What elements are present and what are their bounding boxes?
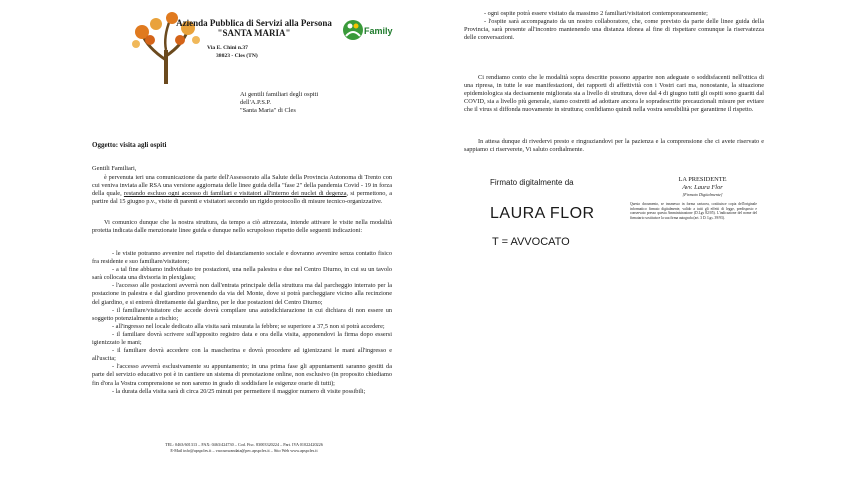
address-line-2: 38023 - Cles (TN): [216, 53, 258, 59]
list-item: - all'ingresso nel locale dedicato alla visita sarà misurata la febbre; se superiore a 37,5 non si potrà accedere;: [112, 322, 385, 330]
footer-web: E-Mail info@apspcles.it – vaccunwandata@pec.apspcles.it – Sito Web www.apspcles.it: [170, 448, 318, 453]
letter-page-1: [60, 0, 400, 478]
intro-text-underlined: restando escluso ogni accesso di familiari e visitatori all'interno dei nuclei di degenza: [123, 190, 347, 198]
footer-contacts: TEL: 0463/601313 – FAX: 0463/424730 – Cod. Fisc. 83003320224 – Part. IVA 01022420226: [165, 442, 323, 447]
recipient-line: Ai gentili familiari degli ospiti: [240, 91, 319, 98]
family-logo-text: Family: [364, 26, 393, 36]
signature-name: LAURA FLOR: [490, 205, 595, 222]
signature-label: Firmato digitalmente da: [490, 178, 574, 187]
president-name: Avv. Laura Flor: [682, 184, 723, 191]
letter-page-2: [450, 0, 780, 478]
list-item: - ogni ospite potrà essere visitato da massimo 2 familiari/visitatori contemporaneamente;: [484, 10, 708, 17]
list-item: - l'accesso alle postazioni avverrà non dall'entrata principale della struttura ma dal parcheggio interrato per la postazione in palestra e dal giardino provenendo da via del Monte, dove si potrà parcheggiare vicino alla recinzione del giardino, e si entrerà direttamente dal giardino, per le due postazioni del Centro Diurno;: [92, 282, 392, 306]
family-logo: [342, 18, 392, 44]
recipient-block: [240, 91, 390, 115]
list-item: - il familiare dovrà accedere con la mascherina e dovrà procedere ad igienizzarsi le mani all'ingresso e all'uscita;: [92, 347, 392, 363]
org-subtitle: "SANTA MARIA": [217, 28, 291, 38]
list-item: - l'accesso avverrà esclusivamente su appuntamento; in una prima fase gli appuntamenti saranno gestiti da parte del servizio educativo poi è in cantiere un sistema di prenotazione online, non esclusivo (in proposito chiediamo fin d'ora la Vostra comprensione se non saremo in grado di soddisfare le esigenze orarie di tutti);: [92, 363, 392, 387]
digital-signature-stamp: [486, 178, 624, 252]
president-signed-note: [Firmato Digitalmente]: [682, 192, 723, 197]
signature-role: T = AVVOCATO: [492, 236, 570, 248]
conditions-list: [92, 250, 392, 396]
letter-footer: [124, 442, 364, 454]
recipient-line: "Santa Maria" di Cles: [240, 107, 296, 114]
list-item: - il familiare dovrà scrivere sull'apposito registro data e ora della visita, apponendovi la firma dopo essersi igienizzato le mani;: [92, 330, 392, 347]
body-paragraph: Vi comunico dunque che la nostra struttura, da tempo a ciò attrezzata, intende attivare le visite nella modalità protetta indicata dalle menzionate linee guida e dunque nello scrupoloso rispetto delle seguenti indicazioni:: [92, 219, 392, 235]
president-block: [645, 176, 760, 197]
list-item: - a tal fine abbiamo individuato tre postazioni, una nella palestra e due nel Centro Diurno, in cui su un tavolo sarà collocata una divisoria in plexiglass;: [92, 266, 392, 282]
list-item: - la durata della visita sarà di circa 20/25 minuti per permettere il maggior numero di visite possibili;: [112, 387, 366, 395]
list-item: - le visite potranno avvenire nel rispetto del distanziamento sociale e dovranno avvenire senza contatto fisico fra residente e suo familiare/visitatore;: [92, 250, 392, 266]
intro-text-a: è pervenuta ieri una comunicazione da parte dell'Assessorato alla Salute della Provincia Autonoma di Trento con cui veniva inviata alle RSA una versione aggiornata delle linee guida della "fase 2" della pandemia Covid - 19 in forza della quale,: [92, 174, 392, 198]
farewell-paragraph: In attesa dunque di rivedervi presto e ringraziandovi per la pazienza e la comprensione che ci avete riservato e sappiamo ci riserverete, Vi saluto cordialmente.: [464, 138, 764, 154]
greeting: Gentili Familiari,: [92, 165, 137, 172]
conditions-list-continued: [464, 10, 764, 42]
intro-paragraph: [92, 174, 392, 206]
closing-paragraph: Ci rendiamo conto che le modalità sopra descritte possono apparire non adeguate o soddisfacenti nell'ottica di una ripresa, in tutte le sue manifestazioni, dei rapporti di affettività con i Vostri cari ma, nonostante, la situazione epidemiologica sia decisamente migliorata sia a livello di struttura, dove dal 4 di giugno tutti gli ospiti sono guariti dal COVID, sia a livello più generale, siamo costretti ad adottare ancora le sopradescritte precauzionali misure per evitare che il virus si diffonda nuovamente in struttura; confidiamo quindi nella vostra sensibilità per garantirne il rispetto.: [464, 74, 764, 114]
address-line-1: Via E. Chini n.37: [207, 45, 248, 51]
list-item: - l'ospite sarà accompagnato da un nostro collaboratore, che, come previsto da parte delle linee guida della Provincia, sarà presente all'incontro mantenendo una distanza idonea al fine di rispettare comunque la riservatezza delle conversazioni.: [464, 18, 764, 42]
org-name: Azienda Pubblica di Servizi alla Persona: [176, 18, 332, 28]
family-logo-icon: [342, 18, 364, 42]
letter-subject: Oggetto: visita agli ospiti: [92, 141, 167, 149]
legal-note: Questo documento, se trasmesso in forma cartacea, costituisce copia dell'originale informatico firmato digitalmente, valido a tutti gli effetti di legge, predisposto e conservato presso questa Amministrazione (D.Lgs 82/05). L'indicazione del nome del firmatario sostituisce la sua firma autografa (art. 3 D. Lgs. 39/93).: [630, 202, 757, 220]
list-item: - il familiare/visitatore che accede dovrà compilare una autodichiarazione in cui dichiara di non essere un soggetto potenzialmente a rischio;: [92, 306, 392, 322]
president-title: LA PRESIDENTE: [678, 176, 727, 183]
intro-text-b: , si permettono, a partire dal 15 giugno p.v., visite di parenti e visitatori secondo un rigido protocollo di misure tecnico-organizzative.: [92, 190, 393, 206]
recipient-line: dell'A.P.S.P.: [240, 99, 271, 106]
